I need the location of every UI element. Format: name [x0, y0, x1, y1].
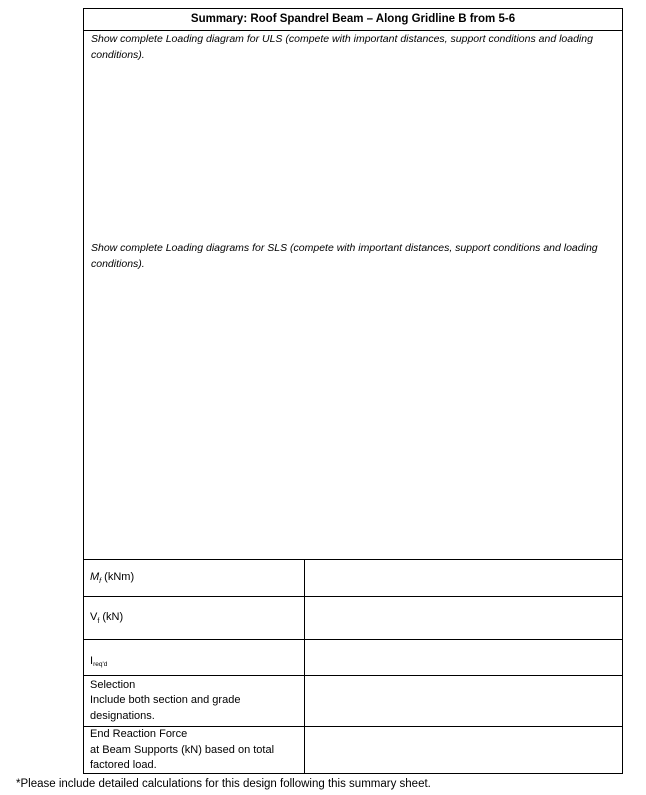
footnote: *Please include detailed calculations for this design following this summary sheet.: [16, 778, 431, 790]
sls-instruction: Show complete Loading diagrams for SLS (compete with important distances, support conditions and loading conditions).: [91, 242, 598, 270]
table-row-ireq: [84, 640, 622, 676]
vf-label: $V_f$ (kN): [84, 597, 304, 640]
vf-value[interactable]: [304, 597, 622, 640]
results-table: [84, 559, 622, 774]
sheet-title: Summary: Roof Spandrel Beam – Along Gridline B from 5-6: [84, 9, 622, 31]
ireq-value[interactable]: [304, 640, 622, 676]
selection-label: Selection Include both section and grade designations.: [84, 676, 304, 727]
summary-sheet: [83, 8, 623, 774]
table-row-selection: [84, 676, 622, 727]
reaction-value[interactable]: [304, 727, 622, 774]
uls-instruction: Show complete Loading diagram for ULS (compete with important distances, support conditions and loading conditions).: [91, 33, 593, 61]
table-row-vf: [84, 597, 622, 640]
reaction-label: End Reaction Force at Beam Supports (kN) based on total factored load.: [84, 727, 304, 774]
table-row-mf: [84, 560, 622, 597]
selection-value[interactable]: [304, 676, 622, 727]
ireq-label: Ireq'd: [84, 640, 304, 676]
table-row-reaction: [84, 727, 622, 774]
mf-label: $M_f$ (kNm): [84, 560, 304, 597]
mf-value[interactable]: [304, 560, 622, 597]
